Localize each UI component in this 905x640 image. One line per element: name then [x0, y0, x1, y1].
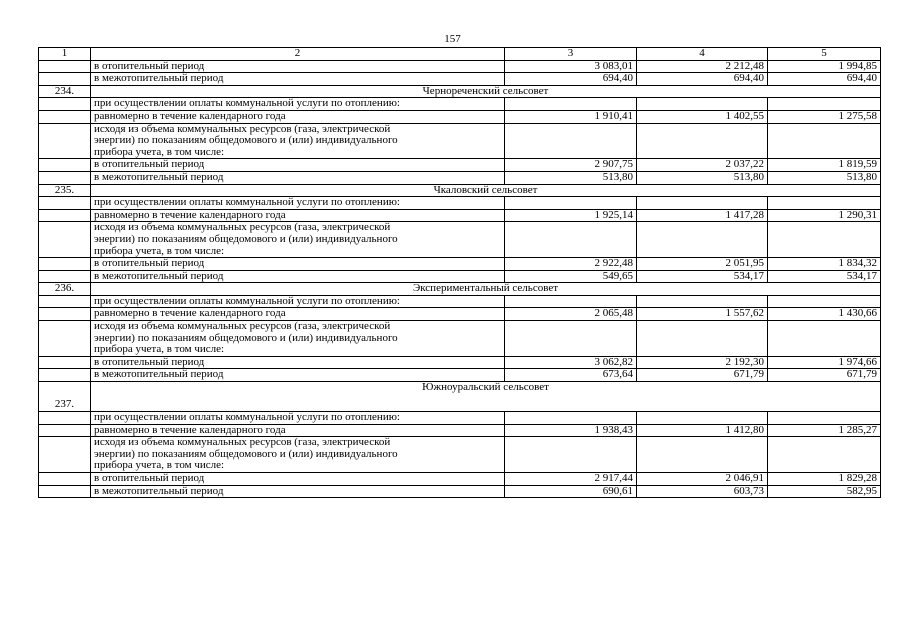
value-col-4: 1 557,62 [637, 308, 768, 321]
multiline-row [39, 222, 881, 258]
multiline-row [39, 321, 881, 357]
value-cell [505, 437, 637, 473]
index-cell [39, 308, 91, 321]
value-cell [505, 321, 637, 357]
data-row [39, 356, 881, 369]
value-cell [768, 222, 881, 258]
value-col-5: 671,79 [768, 369, 881, 382]
row-label: равномерно в течение календарного года [91, 424, 505, 437]
value-col-5: 1 974,66 [768, 356, 881, 369]
value-col-5: 534,17 [768, 270, 881, 283]
index-cell [39, 270, 91, 283]
section-title: Экспериментальный сельсовет [91, 283, 881, 296]
header-row [39, 48, 881, 61]
value-cell [768, 412, 881, 425]
value-cell [505, 123, 637, 159]
row-label: в межотопительный период [91, 270, 505, 283]
value-cell [505, 98, 637, 111]
row-label: в межотопительный период [91, 171, 505, 184]
value-col-5: 1 275,58 [768, 110, 881, 123]
value-col-5: 694,40 [768, 73, 881, 86]
index-cell [39, 222, 91, 258]
value-col-4: 2 046,91 [637, 473, 768, 486]
row-label-line: энергии) по показаниям общедомового и (или) индивидуального [94, 134, 398, 147]
value-col-4: 694,40 [637, 73, 768, 86]
row-label-line: прибора учета, в том числе: [94, 244, 225, 257]
section-row [39, 85, 881, 98]
section-row [39, 283, 881, 296]
value-col-3: 694,40 [505, 73, 637, 86]
page-number: 157 [444, 33, 461, 45]
row-label: при осуществлении оплаты коммунальной услуги по отоплению: [91, 98, 505, 111]
section-index: 235. [39, 184, 91, 197]
header-cell-1: 1 [39, 48, 91, 61]
text-row [39, 197, 881, 210]
section-index: 237. [39, 382, 91, 412]
row-label: в отопительный период [91, 60, 505, 73]
index-cell [39, 437, 91, 473]
value-cell [637, 222, 768, 258]
index-cell [39, 197, 91, 210]
row-label-line: исходя из объема коммунальных ресурсов (газа, электрической [94, 436, 391, 449]
value-col-5: 1 819,59 [768, 159, 881, 172]
value-cell [768, 437, 881, 473]
value-col-3: 2 907,75 [505, 159, 637, 172]
row-label-multiline [91, 437, 505, 473]
value-col-4: 513,80 [637, 171, 768, 184]
index-cell [39, 123, 91, 159]
row-label: в межотопительный период [91, 369, 505, 382]
index-cell [39, 485, 91, 498]
header-cell-4: 4 [637, 48, 768, 61]
tariff-table-body [39, 48, 881, 498]
row-label-line: энергии) по показаниям общедомового и (или) индивидуального [94, 447, 398, 460]
value-cell [505, 295, 637, 308]
row-label-line: прибора учета, в том числе: [94, 459, 225, 472]
value-col-3: 3 062,82 [505, 356, 637, 369]
index-cell [39, 159, 91, 172]
index-cell [39, 258, 91, 271]
data-row [39, 258, 881, 271]
value-cell [637, 412, 768, 425]
value-col-4: 2 192,30 [637, 356, 768, 369]
value-col-3: 2 065,48 [505, 308, 637, 321]
index-cell [39, 356, 91, 369]
index-cell [39, 98, 91, 111]
value-cell [768, 123, 881, 159]
value-col-3: 513,80 [505, 171, 637, 184]
index-cell [39, 171, 91, 184]
value-col-5: 1 285,27 [768, 424, 881, 437]
section-title: Чкаловский сельсовет [91, 184, 881, 197]
value-col-3: 1 910,41 [505, 110, 637, 123]
value-col-3: 1 938,43 [505, 424, 637, 437]
value-cell [505, 222, 637, 258]
index-cell [39, 321, 91, 357]
data-row [39, 209, 881, 222]
value-col-3: 2 922,48 [505, 258, 637, 271]
value-col-4: 2 051,95 [637, 258, 768, 271]
index-cell [39, 60, 91, 73]
index-cell [39, 412, 91, 425]
value-cell [637, 295, 768, 308]
text-row [39, 295, 881, 308]
data-row [39, 270, 881, 283]
text-row [39, 98, 881, 111]
index-cell [39, 209, 91, 222]
header-cell-5: 5 [768, 48, 881, 61]
text-row [39, 412, 881, 425]
row-label: в межотопительный период [91, 73, 505, 86]
index-cell [39, 73, 91, 86]
value-col-5: 513,80 [768, 171, 881, 184]
section-row [39, 382, 881, 412]
value-cell [637, 98, 768, 111]
value-col-5: 1 994,85 [768, 60, 881, 73]
section-index: 234. [39, 85, 91, 98]
row-label-line: энергии) по показаниям общедомового и (или) индивидуального [94, 232, 398, 245]
index-cell [39, 369, 91, 382]
multiline-row [39, 123, 881, 159]
row-label: при осуществлении оплаты коммунальной услуги по отоплению: [91, 295, 505, 308]
row-label-multiline [91, 321, 505, 357]
data-row [39, 485, 881, 498]
data-row [39, 308, 881, 321]
data-row [39, 159, 881, 172]
row-label-line: исходя из объема коммунальных ресурсов (газа, электрической [94, 123, 391, 135]
section-title: Чернореченский сельсовет [91, 85, 881, 98]
section-index: 236. [39, 283, 91, 296]
row-label: в межотопительный период [91, 485, 505, 498]
row-label-multiline [91, 222, 505, 258]
value-col-3: 549,65 [505, 270, 637, 283]
value-col-4: 2 037,22 [637, 159, 768, 172]
data-row [39, 110, 881, 123]
row-label: при осуществлении оплаты коммунальной услуги по отоплению: [91, 197, 505, 210]
section-row [39, 184, 881, 197]
data-row [39, 171, 881, 184]
value-col-5: 1 829,28 [768, 473, 881, 486]
value-cell [768, 295, 881, 308]
value-cell [637, 437, 768, 473]
value-cell [768, 98, 881, 111]
index-cell [39, 424, 91, 437]
value-col-4: 671,79 [637, 369, 768, 382]
header-cell-2: 2 [91, 48, 505, 61]
index-cell [39, 473, 91, 486]
data-row [39, 60, 881, 73]
value-cell [637, 123, 768, 159]
index-cell [39, 110, 91, 123]
data-row [39, 473, 881, 486]
value-cell [768, 321, 881, 357]
value-col-3: 690,61 [505, 485, 637, 498]
value-col-5: 1 290,31 [768, 209, 881, 222]
value-col-4: 2 212,48 [637, 60, 768, 73]
section-title: Южноуральский сельсовет [91, 382, 881, 412]
value-col-3: 3 083,01 [505, 60, 637, 73]
row-label: в отопительный период [91, 159, 505, 172]
value-col-4: 1 402,55 [637, 110, 768, 123]
index-cell [39, 295, 91, 308]
value-col-4: 1 412,80 [637, 424, 768, 437]
row-label-line: прибора учета, в том числе: [94, 343, 225, 356]
data-row [39, 369, 881, 382]
row-label: равномерно в течение календарного года [91, 308, 505, 321]
row-label-line: исходя из объема коммунальных ресурсов (газа, электрической [94, 221, 391, 234]
value-col-4: 603,73 [637, 485, 768, 498]
value-col-5: 1 834,32 [768, 258, 881, 271]
value-col-5: 1 430,66 [768, 308, 881, 321]
row-label-line: исходя из объема коммунальных ресурсов (газа, электрической [94, 320, 391, 333]
tariff-table [38, 47, 881, 498]
row-label: равномерно в течение календарного года [91, 209, 505, 222]
value-col-3: 1 925,14 [505, 209, 637, 222]
data-row [39, 424, 881, 437]
row-label-multiline [91, 123, 505, 159]
value-col-3: 2 917,44 [505, 473, 637, 486]
row-label-line: прибора учета, в том числе: [94, 145, 225, 158]
row-label: в отопительный период [91, 473, 505, 486]
value-col-4: 534,17 [637, 270, 768, 283]
row-label: равномерно в течение календарного года [91, 110, 505, 123]
data-row [39, 73, 881, 86]
value-cell [768, 197, 881, 210]
row-label: в отопительный период [91, 356, 505, 369]
value-col-5: 582,95 [768, 485, 881, 498]
value-col-3: 673,64 [505, 369, 637, 382]
value-col-4: 1 417,28 [637, 209, 768, 222]
value-cell [637, 321, 768, 357]
value-cell [505, 412, 637, 425]
multiline-row [39, 437, 881, 473]
value-cell [505, 197, 637, 210]
header-cell-3: 3 [505, 48, 637, 61]
row-label-line: энергии) по показаниям общедомового и (или) индивидуального [94, 331, 398, 344]
row-label: в отопительный период [91, 258, 505, 271]
value-cell [637, 197, 768, 210]
row-label: при осуществлении оплаты коммунальной услуги по отоплению: [91, 412, 505, 425]
